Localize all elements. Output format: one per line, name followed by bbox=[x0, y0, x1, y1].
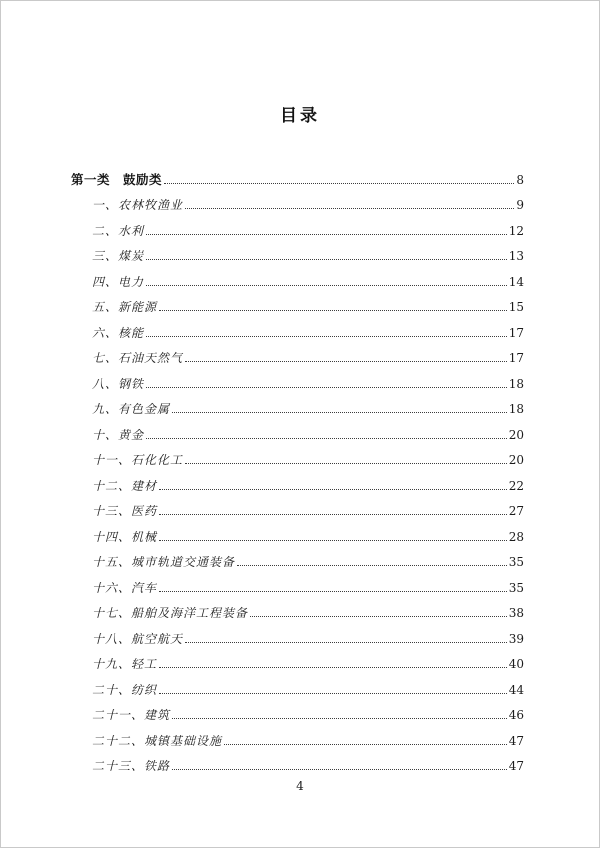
toc-entry-page-number: 39 bbox=[508, 631, 524, 646]
dot-leader bbox=[146, 259, 507, 260]
toc-entry bbox=[71, 443, 524, 469]
toc-entry bbox=[71, 468, 524, 494]
dot-leader bbox=[250, 616, 507, 617]
toc-entry bbox=[71, 239, 524, 265]
toc-entry-page-number: 35 bbox=[508, 580, 524, 595]
dot-leader bbox=[164, 183, 514, 184]
dot-leader bbox=[159, 310, 507, 311]
dot-leader bbox=[159, 514, 507, 515]
toc-entry-page-number: 47 bbox=[508, 733, 524, 748]
toc-entry bbox=[71, 213, 524, 239]
toc-entry-page-number: 44 bbox=[508, 682, 524, 697]
toc-entry bbox=[71, 162, 524, 188]
toc-entry bbox=[71, 417, 524, 443]
toc-entry bbox=[71, 672, 524, 698]
toc-entry-page-number: 15 bbox=[508, 300, 524, 315]
toc-entry-label: 十四、机械 bbox=[92, 529, 158, 544]
dot-leader bbox=[159, 540, 507, 541]
dot-leader bbox=[224, 744, 507, 745]
toc-entry bbox=[71, 188, 524, 214]
toc-entry-label: 二十一、建筑 bbox=[92, 708, 171, 723]
toc-entry bbox=[71, 723, 524, 749]
toc-entry-label: 十五、城市轨道交通装备 bbox=[92, 555, 236, 570]
toc-entry-label: 十一、石化化工 bbox=[92, 453, 184, 468]
toc-entry-label: 十、黄金 bbox=[92, 427, 145, 442]
toc-list bbox=[71, 162, 524, 774]
toc-entry-page-number: 18 bbox=[508, 402, 524, 417]
toc-entry-page-number: 18 bbox=[508, 376, 524, 391]
toc-entry bbox=[71, 366, 524, 392]
toc-entry bbox=[71, 596, 524, 622]
toc-entry-page-number: 8 bbox=[516, 172, 524, 187]
toc-entry bbox=[71, 341, 524, 367]
dot-leader bbox=[146, 387, 507, 388]
toc-entry bbox=[71, 749, 524, 775]
dot-leader bbox=[172, 718, 507, 719]
dot-leader bbox=[172, 412, 507, 413]
toc-entry-label: 十七、船舶及海洋工程装备 bbox=[92, 606, 249, 621]
toc-entry bbox=[71, 494, 524, 520]
toc-entry-page-number: 14 bbox=[508, 274, 524, 289]
toc-entry bbox=[71, 570, 524, 596]
toc-entry bbox=[71, 647, 524, 673]
toc-entry-page-number: 17 bbox=[508, 325, 524, 340]
page-title: 目录 bbox=[280, 106, 320, 126]
toc-entry-page-number: 17 bbox=[508, 351, 524, 366]
toc-entry-label: 九、有色金属 bbox=[92, 402, 171, 417]
toc-entry-page-number: 12 bbox=[508, 223, 524, 238]
toc-entry-label: 三、煤炭 bbox=[92, 249, 145, 264]
toc-entry bbox=[71, 290, 524, 316]
toc-entry-page-number: 20 bbox=[508, 453, 524, 468]
toc-entry bbox=[71, 264, 524, 290]
toc-entry-label: 第一类 鼓励类 bbox=[71, 172, 163, 188]
dot-leader bbox=[159, 693, 507, 694]
toc-entry bbox=[71, 392, 524, 418]
dot-leader bbox=[237, 565, 507, 566]
footer-page-number: 4 bbox=[296, 779, 304, 793]
dot-leader bbox=[185, 463, 507, 464]
toc-entry-label: 二十、纺织 bbox=[92, 682, 158, 697]
toc-entry bbox=[71, 315, 524, 341]
toc-entry-label: 十八、航空航天 bbox=[92, 631, 184, 646]
dot-leader bbox=[146, 336, 507, 337]
toc-entry-page-number: 22 bbox=[508, 478, 524, 493]
dot-leader bbox=[159, 591, 507, 592]
toc-entry-page-number: 9 bbox=[516, 198, 524, 213]
toc-entry-page-number: 38 bbox=[508, 606, 524, 621]
toc-entry-label: 七、石油天然气 bbox=[92, 351, 184, 366]
toc-entry-label: 十三、医药 bbox=[92, 504, 158, 519]
toc-entry-label: 十九、轻工 bbox=[92, 657, 158, 672]
toc-entry-page-number: 20 bbox=[508, 427, 524, 442]
toc-entry-label: 八、钢铁 bbox=[92, 376, 145, 391]
toc-entry-page-number: 28 bbox=[508, 529, 524, 544]
dot-leader bbox=[146, 234, 507, 235]
toc-entry-label: 一、农林牧渔业 bbox=[92, 198, 184, 213]
dot-leader bbox=[146, 438, 507, 439]
toc-entry-label: 五、新能源 bbox=[92, 300, 158, 315]
toc-entry-label: 十六、汽车 bbox=[92, 580, 158, 595]
dot-leader bbox=[185, 642, 507, 643]
toc-entry-label: 四、电力 bbox=[92, 274, 145, 289]
toc-entry-label: 六、核能 bbox=[92, 325, 145, 340]
toc-entry-page-number: 46 bbox=[508, 708, 524, 723]
dot-leader bbox=[146, 285, 507, 286]
toc-entry-page-number: 27 bbox=[508, 504, 524, 519]
toc-entry bbox=[71, 621, 524, 647]
toc-entry-page-number: 35 bbox=[508, 555, 524, 570]
toc-entry-page-number: 40 bbox=[508, 657, 524, 672]
dot-leader bbox=[185, 361, 507, 362]
dot-leader bbox=[172, 769, 507, 770]
toc-entry-label: 十二、建材 bbox=[92, 478, 158, 493]
dot-leader bbox=[159, 667, 507, 668]
toc-entry bbox=[71, 698, 524, 724]
toc-entry-page-number: 13 bbox=[508, 249, 524, 264]
toc-entry bbox=[71, 545, 524, 571]
toc-entry-page-number: 47 bbox=[508, 759, 524, 774]
toc-entry-label: 二十二、城镇基础设施 bbox=[92, 733, 223, 748]
dot-leader bbox=[185, 208, 514, 209]
dot-leader bbox=[159, 489, 507, 490]
toc-entry-label: 二十三、铁路 bbox=[92, 759, 171, 774]
toc-entry-label: 二、水利 bbox=[92, 223, 145, 238]
toc-entry bbox=[71, 519, 524, 545]
